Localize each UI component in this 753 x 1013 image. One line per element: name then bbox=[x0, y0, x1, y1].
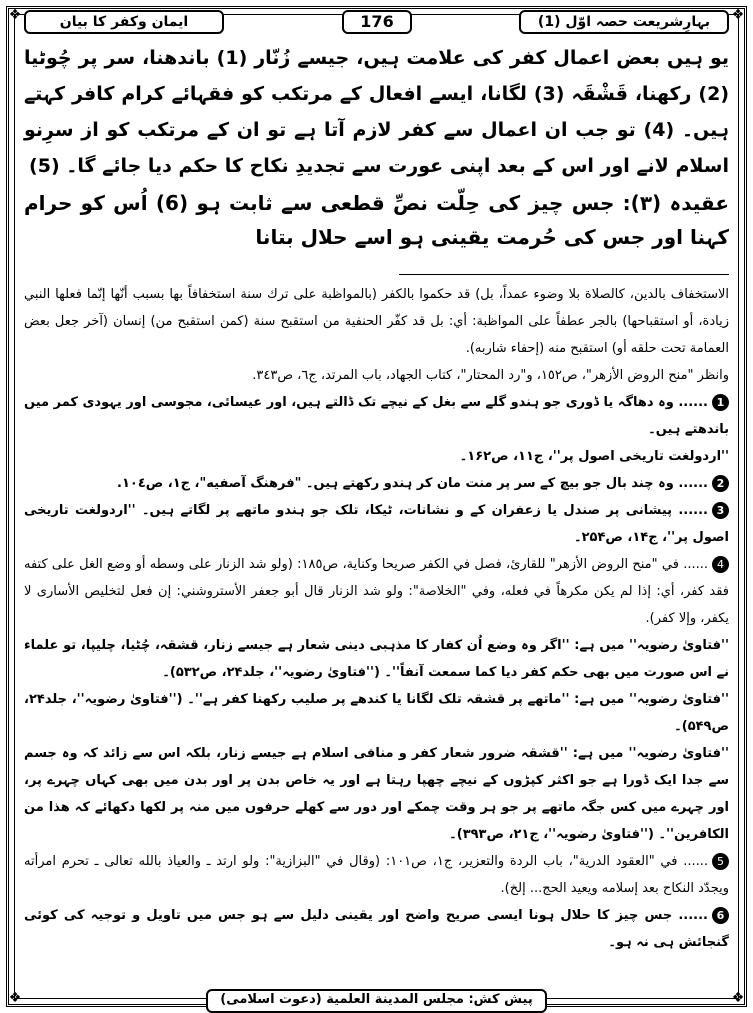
main-text bbox=[24, 40, 729, 254]
footnote-separator bbox=[399, 274, 729, 275]
footnote-2: 2...... وہ چند بال جو بیچ کے سر پر منت مان کر ہندو رکھتے ہیں۔ "فرهنگ آصفيه"، ج١، ص١٠٤. bbox=[24, 470, 729, 497]
footnote-1: 1...... وہ دھاگہ یا ڈوری جو ہندو گلے سے بغل کے نیچے تک ڈالتے ہیں، اور عیسائی، مجوسی اور یہودی کمر میں باندھتے ہیں۔ bbox=[24, 395, 729, 437]
footnote-number: 2 bbox=[712, 475, 729, 492]
corner-ornament-icon: ❖ bbox=[731, 990, 745, 1006]
footnotes bbox=[24, 281, 729, 956]
footnote-number: 5 bbox=[712, 853, 729, 870]
footnote-4-quote: ''فتاویٰ رضویہ'' میں ہے: ''قشقہ ضرور شعار کفر و منافی اسلام ہے جیسے زنار، بلکہ اس سے زائد کہ وہ جسم سے جدا ایک ڈورا ہے جو اکثر کپڑوں کے نیچے چھپا رہتا ہے اور یہ خاص بدن پر اور بدن میں بھی کہاں چہرے پر، اور چہرے میں کس جگہ ماتھے پر جو ہر وقت چمکے اور دور سے کھلے حرفوں میں منہ پر لکھا دکھائے کہ هذا من الكافرين''۔ (''فتاویٰ رضویہ''، ج۲۱، ص۳۹۳)۔ bbox=[24, 746, 729, 842]
footnote-1-reference: ''اردولغت تاریخی اصول پر''، ج۱۱، ص۱۶۲۔ bbox=[459, 449, 729, 464]
footnote-number: 1 bbox=[712, 394, 729, 411]
corner-ornament-icon: ❖ bbox=[8, 7, 22, 23]
corner-ornament-icon: ❖ bbox=[731, 7, 745, 23]
footnote-4: 4...... في "منح الروض الأزهر" للقارئ، فصل في الكفر صريحا وكناية، ص١٨٥: (ولو شد الزنار على وسطه أو وضع الغل على كتفه فقد كفر، أي: إذا لم يكن مكرهاً في فعله، وفي "الخلاصة": ولو شد الزنار قال أبو جعفر الأستروشني: إن فعل لتخليص الأسارى لا يكفر، وإلا كفر). bbox=[24, 557, 729, 626]
page-number: 176 bbox=[342, 10, 412, 34]
publisher-label: پیش کش: مجلس المدينة العلمية (دعوت اسلامی) bbox=[206, 989, 546, 1013]
footnote-number: 3 bbox=[712, 502, 729, 519]
book-title: بہارِشریعت حصہ اوّل (1) bbox=[519, 10, 729, 34]
page-header bbox=[24, 10, 729, 36]
corner-ornament-icon: ❖ bbox=[8, 990, 22, 1006]
footnote-arabic: الاستخفاف بالدين، كالصلاة بلا وضوء عمداً، بل) قد حكموا بالكفر (بالمواظبة على ترك سنة استخفافاً بها بسبب أنّها إنّما فعلها النبي زيادة، أو استقباحها) بالجر عطفاً على المواظبة: أي: بل قد كفّر الحنفية من استقبح سنة (كمن استقبح من) إنسان (آخر جعل بعض العمامة تحت حلقه أو) استقبح منه (إحفاء شاربه). bbox=[24, 287, 729, 356]
footnote-arabic: وانظر "منح الروض الأزهر"، ص١٥٢، و"رد المحتار"، كتاب الجهاد، باب المرتد، ج٦، ص٣٤٣. bbox=[252, 368, 729, 383]
main-paragraph: یو ہیں بعض اعمال کفر کی علامت ہیں، جیسے زُنّار (1) باندھنا، سر پر چُوٹیا (2) رکھنا، قَشْقَہ (3) لگانا، ایسے افعال کے مرتکب کو فقہائے کرام کافر کہتے ہیں۔ (4) تو جب ان اعمال سے کفر لازم آتا ہے تو ان کے مرتکب کو از سرِنو اسلام لانے اور اس کے بعد اپنی عورت سے تجدیدِ نکاح کا حکم دیا جائے گا۔ (5) bbox=[24, 47, 730, 177]
footnote-3: 3...... پیشانی پر صندل یا زعفران کے و نشانات، ٹیکا، تلک جو ہندو ماتھے پر لگاتے ہیں۔ ''اردولغت تاریخی اصول پر''، ج۱۴، ص۲۵۴۔ bbox=[24, 503, 729, 545]
footnote-4-quote: ''فتاویٰ رضویہ'' میں ہے: ''اگر وہ وضع اُن کفار کا مذہبی دینی شعار ہے جیسے زنار، قشقہ، چُٹیا، چلیپا، تو علماء نے اس صورت میں بھی حکم کفر دیا کما سمعت آنفاً''۔ (''فتاویٰ رضویہ''، جلد۲۴، ص۵۳۲)۔ bbox=[24, 638, 729, 680]
page-body bbox=[24, 40, 729, 956]
footnote-number: 4 bbox=[712, 556, 729, 573]
aqida-heading: عقیدہ (۳): جس چیز کی حِلّت نصِّ قطعی سے ثابت ہو (6) اُس کو حرام کہنا اور جس کی حُرمت یقینی ہو اسے حلال بتانا bbox=[24, 191, 729, 249]
footnote-number: 6 bbox=[712, 907, 729, 924]
chapter-title: ایمان وکفر کا بیان bbox=[24, 10, 224, 34]
footnote-6: 6...... جس چیز کا حلال ہونا ایسی صریح واضح اور یقینی دلیل سے ہو جس میں تاویل و توجیہ کی کوئی گنجائش ہی نہ ہو۔ bbox=[24, 908, 729, 950]
footnote-4-quote: ''فتاویٰ رضویہ'' میں ہے: ''ماتھے پر قشقہ تلک لگانا یا کندھے پر صلیب رکھنا کفر ہے''۔ (''فتاویٰ رضویہ''، جلد۲۴، ص۵۴۹)۔ bbox=[24, 692, 729, 734]
page-footer bbox=[0, 988, 753, 1012]
footnote-5: 5...... في "العقود الدرية"، باب الردة والتعزير، ج١، ص١٠١: (وقال في "البزازية": ولو ارتد ـ والعياذ بالله تعالى ـ تحرم امرأته ويجدّد النكاح بعد إسلامه ويعيد الحج... إلخ). bbox=[24, 854, 729, 896]
